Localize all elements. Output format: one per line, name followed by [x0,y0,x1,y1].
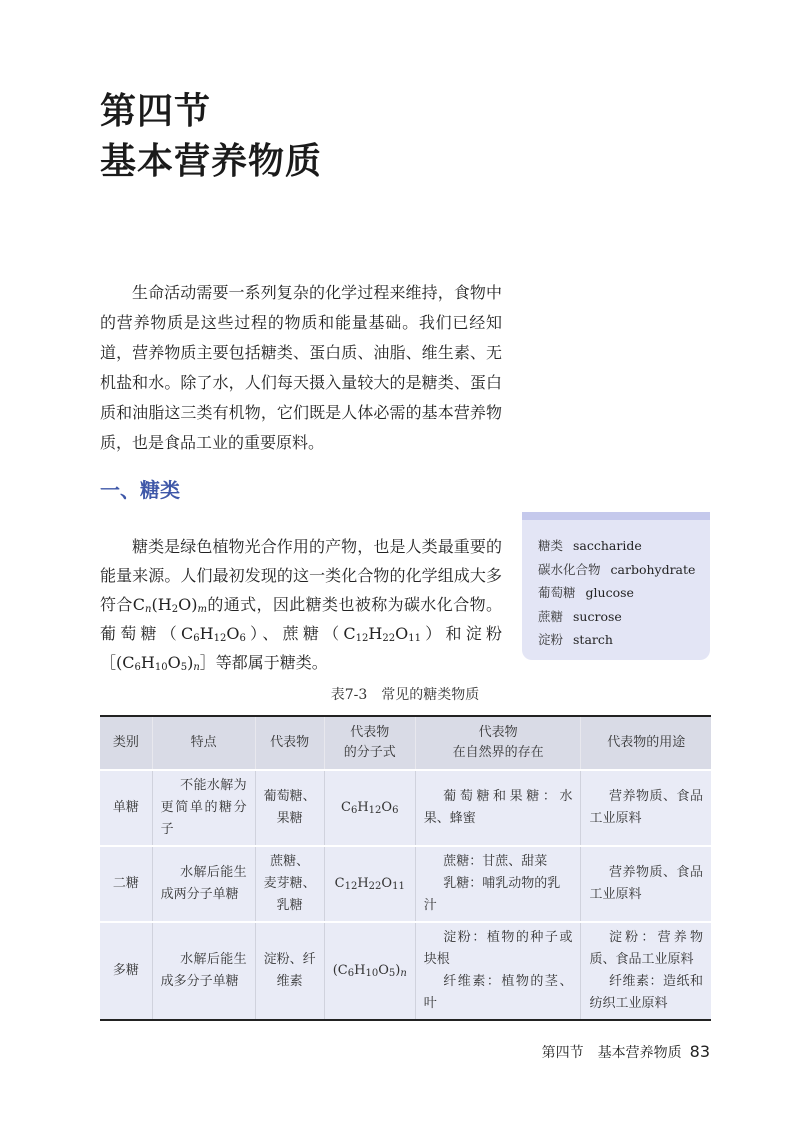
header-feature: 特点 [152,716,255,770]
header-nature: 代表物 在自然界的存在 [415,716,581,770]
formula-starch: $(C_6H_{10}O_5)_n$ [116,653,200,673]
glossary-box [522,512,710,660]
cell-representative: 蔗糖、 麦芽糖、 乳糖 [255,846,324,922]
cell-category: 多糖 [100,922,152,1020]
header-representative: 代表物 [255,716,324,770]
cell-formula: $C_{12}H_{22}O_{11}$ [324,846,415,922]
cell-nature: 葡萄糖和果糖：水果、蜂蜜 [415,770,581,846]
glossary-item: 碳水化合物 carbohydrate [538,561,696,577]
cell-feature: 不能水解为更简单的糖分子 [152,770,255,846]
cell-formula: $(C_6H_{10}O_5)_n$ [324,922,415,1020]
cell-feature: 水解后能生成两分子单糖 [152,846,255,922]
sugar-text-4: ）和淀粉［ [100,624,502,672]
header-formula: 代表物 的分子式 [324,716,415,770]
cell-feature: 水解后能生成多分子单糖 [152,922,255,1020]
header-category: 类别 [100,716,152,770]
table-header-row [100,716,711,770]
table-row [100,922,711,1020]
cell-use: 营养物质、食品工业原料 [581,770,711,846]
cell-use: 营养物质、食品工业原料 [581,846,711,922]
sugar-text-1: 糖类是绿色植物光合作用的产物，也是人类最重要的能量来源。人们最初发现的这一类化合物的化学组成大多符合 [100,537,502,614]
formula-glucose: $C_6H_{12}O_6$ [181,624,246,644]
cell-nature: 淀粉：植物的种子或块根 纤维素：植物的茎、叶 [415,922,581,1020]
heading-sugar: 一、糖类 [100,478,180,502]
glossary-item: 糖类 saccharide [538,538,642,553]
formula-general: $C_n(H_2O)_m$ [132,595,207,615]
glossary-item: 蔗糖 sucrose [538,608,622,624]
cell-use: 淀粉：营养物质、食品工业原料 纤维素：造纸和纺织工业原料 [581,922,711,1020]
header-use: 代表物的用途 [581,716,711,770]
glossary-item: 淀粉 starch [538,632,613,647]
cell-nature: 蔗糖：甘蔗、甜菜 乳糖：哺乳动物的乳汁 [415,846,581,922]
cell-category: 单糖 [100,770,152,846]
intro-text: 生命活动需要一系列复杂的化学过程来维持，食物中的营养物质是这些过程的物质和能量基础。我们已经知道，营养物质主要包括糖类、蛋白质、油脂、维生素、无机盐和水。除了水，人们每天摄入量较大的是糖类、蛋白质和油脂这三类有机物，它们既是人体必需的基本营养物质，也是食品工业的重要原料。 [100,283,502,452]
section-title [100,88,322,188]
cell-category: 二糖 [100,846,152,922]
sugar-paragraph [100,532,502,677]
footer-section: 第四节 基本营养物质 [541,1045,682,1061]
table-row [100,846,711,922]
sugar-table [100,715,711,1021]
page-footer [542,1042,710,1062]
cell-representative: 葡萄糖、果糖 [255,770,324,846]
formula-sucrose: $C_{12}H_{22}O_{11}$ [343,624,421,644]
table-caption: 表7-3 常见的糖类物质 [330,687,480,703]
sugar-text-5: ］等都属于糖类。 [199,653,328,672]
cell-formula: $C_6H_{12}O_6$ [324,770,415,846]
section-name: 基本营养物质 [100,141,323,182]
page-number: 83 [689,1042,710,1061]
glossary-item: 葡萄糖 glucose [538,585,634,600]
cell-representative: 淀粉、纤维素 [255,922,324,1020]
sugar-text-2: 的通式，因此糖类也被称为碳水化合物。葡萄糖（ [100,595,502,643]
table-row [100,770,711,846]
intro-paragraph [100,278,502,458]
sugar-text-3: ）、蔗糖（ [245,624,344,643]
section-number: 第四节 [100,91,212,132]
